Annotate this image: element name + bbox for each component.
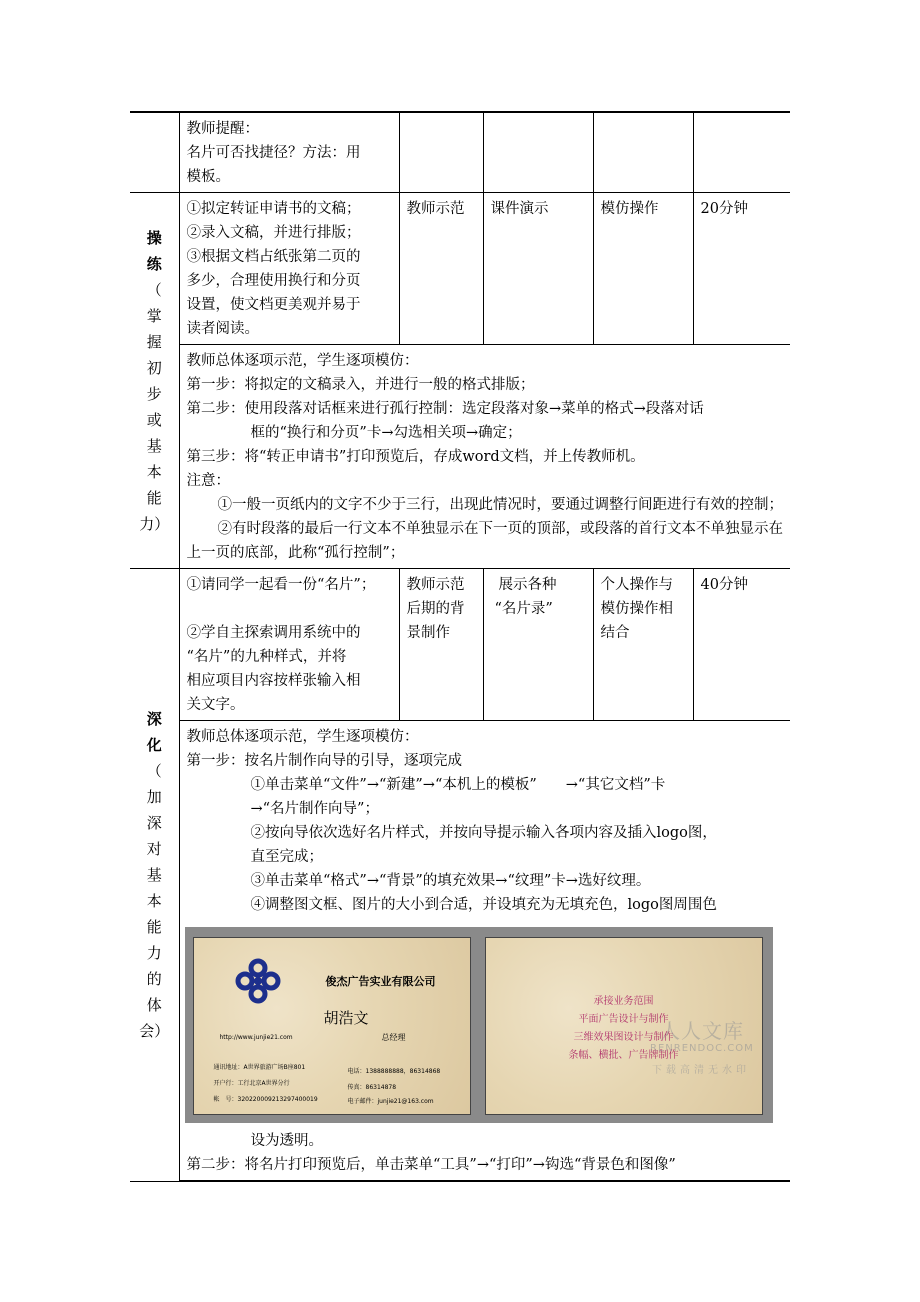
detail-line: ②按向导依次选好名片样式，并按向导提示输入各项内容及插入logo图，	[250, 825, 717, 841]
practice-time-cell: 20分钟	[693, 193, 790, 345]
card-phone: 电话：1388888888，86314868	[347, 1068, 441, 1075]
lesson-plan-table	[130, 111, 790, 1182]
content-line: 相应项目内容按样张输入相	[186, 673, 361, 689]
lesson-plan-document	[130, 111, 790, 1182]
content-line: 多少，合理使用换行和分页	[186, 273, 361, 289]
cell-line: 模仿操作相	[600, 601, 673, 617]
card-email: 电子邮件：junjie21@163.com	[347, 1098, 434, 1105]
card-company-name: 俊杰广告实业有限公司	[325, 975, 436, 988]
watermark-brand: 人人文库	[660, 1019, 744, 1043]
detail-line: 第一步：按名片制作向导的引导，逐项完成	[186, 753, 462, 769]
business-card-back	[485, 937, 763, 1115]
deepen-detail-row	[130, 721, 790, 1182]
deepen-teacher-cell	[399, 569, 483, 721]
detail-line: 框的“换行和分页”卡→勾选相关项→确定；	[250, 425, 522, 441]
business-card-screenshot	[185, 927, 773, 1123]
deepen-stage-label	[130, 569, 179, 1182]
watermark-domain: RENRENDOC.COM	[650, 1043, 754, 1054]
content-line: ①拟定转证申请书的文稿；	[186, 201, 361, 217]
deepen-media-cell	[483, 569, 593, 721]
content-line: 关文字。	[186, 697, 245, 713]
card-address: 通讯地址：A世界旅游广场B座801	[213, 1064, 306, 1071]
detail-line: 第一步：将拟定的文稿录入，并进行一般的格式排版；	[186, 377, 535, 393]
practice-row	[130, 193, 790, 345]
content-line: ②学自主探索调用系统中的	[186, 625, 361, 641]
tip-line: 教师提醒：	[186, 121, 259, 137]
label-char: 加	[146, 787, 162, 806]
company-logo-icon	[234, 958, 282, 1004]
blank-line	[187, 597, 393, 621]
card-back-item: 条幅、横批、广告牌制作	[568, 1050, 679, 1061]
empty-cell	[483, 112, 593, 193]
detail-paragraph: ②有时段落的最后一行文本不单独显示在下一页的顶部，或段落的首行文本不单独显示在上一页的底部，此称“孤行控制”；	[186, 521, 783, 561]
tip-line: 模板。	[186, 169, 230, 185]
detail-line: 第三步：将“转正申请书”打印预览后，存成word文档，并上传教师机。	[186, 449, 645, 465]
detail-line: 第二步：将名片打印预览后，单击菜单“工具”→“打印”→钩选“背景色和图像”	[186, 1157, 676, 1173]
practice-media-cell: 课件演示	[483, 193, 593, 345]
label-char: （	[146, 280, 162, 299]
content-line: “名片”的九种样式，并将	[186, 649, 347, 665]
card-person-title: 总经理	[381, 1033, 406, 1042]
label-char: 掌	[146, 306, 162, 325]
card-website: http://www.junjie21.com	[219, 1034, 293, 1041]
empty-cell	[693, 112, 790, 193]
card-back-item: 三维效果图设计与制作	[573, 1032, 674, 1043]
tip-cell	[179, 112, 399, 193]
practice-student-cell: 模仿操作	[593, 193, 693, 345]
label-char: 或	[146, 410, 162, 429]
business-card-front	[193, 937, 471, 1115]
detail-line: ③单击菜单“格式”→“背景”的填充效果→“纹理”卡→选好纹理。	[250, 873, 651, 889]
cell-line: 结合	[600, 625, 630, 641]
cell-line: “名片录”	[494, 601, 553, 617]
tip-row	[130, 112, 790, 193]
card-account: 帐 号：320220009213297400019	[213, 1096, 318, 1103]
label-char: 握	[146, 332, 162, 351]
label-char: 会）	[139, 1021, 170, 1040]
content-line: 读者阅读。	[186, 321, 259, 337]
cell-line: 景制作	[406, 625, 450, 641]
cell-line: 展示各种	[498, 577, 557, 593]
empty-cell	[399, 112, 483, 193]
content-line: ①请同学一起看一份“名片”；	[186, 577, 376, 593]
detail-line: ①单击菜单“文件”→“新建”→“本机上的模板” →“其它文档”卡	[250, 777, 666, 793]
detail-line: 直至完成；	[250, 849, 323, 865]
label-char: （	[146, 761, 162, 780]
practice-detail-row	[130, 345, 790, 569]
practice-stage-label	[130, 193, 179, 569]
label-char: 深	[146, 813, 162, 832]
label-char: 的	[146, 969, 162, 988]
tip-label-cell	[130, 112, 179, 193]
label-char: 能	[146, 917, 162, 936]
detail-line: 设为透明。	[250, 1133, 323, 1149]
deepen-content-cell	[179, 569, 399, 721]
label-char: 力）	[139, 514, 170, 533]
label-char: 深	[146, 709, 162, 728]
practice-detail-cell	[179, 345, 790, 569]
watermark-slogan: 下载高清无水印	[652, 1065, 750, 1076]
content-line: 设置，使文档更美观并易于	[186, 297, 361, 313]
cell-line: 教师示范	[406, 577, 465, 593]
label-char: 本	[146, 891, 162, 910]
label-char: 力	[146, 943, 162, 962]
label-char: 基	[146, 865, 162, 884]
deepen-time-cell: 40分钟	[693, 569, 790, 721]
deepen-detail-cell	[179, 721, 790, 1182]
label-char: 能	[146, 488, 162, 507]
empty-cell	[593, 112, 693, 193]
practice-teacher-cell: 教师示范	[399, 193, 483, 345]
detail-paragraph: ①一般一页纸内的文字不少于三行，出现此情况时，要通过调整行间距进行有效的控制；	[217, 497, 783, 513]
detail-line: 第二步：使用段落对话框来进行孤行控制：选定段落对象→菜单的格式→段落对话	[186, 401, 704, 417]
detail-line: 注意：	[186, 473, 230, 489]
card-back-heading: 承接业务范围	[593, 996, 654, 1007]
label-char: 本	[146, 462, 162, 481]
detail-line: 教师总体逐项示范，学生逐项模仿：	[186, 353, 419, 369]
detail-line: →“名片制作向导”；	[250, 801, 379, 817]
detail-line: ④调整图文框、图片的大小到合适，并设填充为无填充色，logo图周围色	[250, 897, 717, 913]
card-back-item: 平面广告设计与制作	[578, 1014, 669, 1025]
card-fax: 传真：86314878	[347, 1084, 397, 1091]
card-bank: 开户行：工行北京A世界分行	[213, 1080, 290, 1087]
label-char: 化	[146, 735, 162, 754]
label-char: 步	[146, 384, 162, 403]
label-char: 初	[146, 358, 162, 377]
label-char: 基	[146, 436, 162, 455]
deepen-row	[130, 569, 790, 721]
card-person-name: 胡浩文	[323, 1009, 369, 1027]
cell-line: 个人操作与	[600, 577, 673, 593]
label-char: 操	[146, 228, 162, 247]
practice-content-cell	[179, 193, 399, 345]
content-line: ③根据文档占纸张第二页的	[186, 249, 361, 265]
label-char: 练	[146, 254, 162, 273]
detail-line: 教师总体逐项示范，学生逐项模仿：	[186, 729, 419, 745]
content-line: ②录入文稿，并进行排版；	[186, 225, 361, 241]
label-char: 体	[146, 995, 162, 1014]
label-char: 对	[146, 839, 162, 858]
tip-line: 名片可否找捷径？方法：用	[186, 145, 361, 161]
cell-line: 后期的背	[406, 601, 465, 617]
deepen-student-cell	[593, 569, 693, 721]
